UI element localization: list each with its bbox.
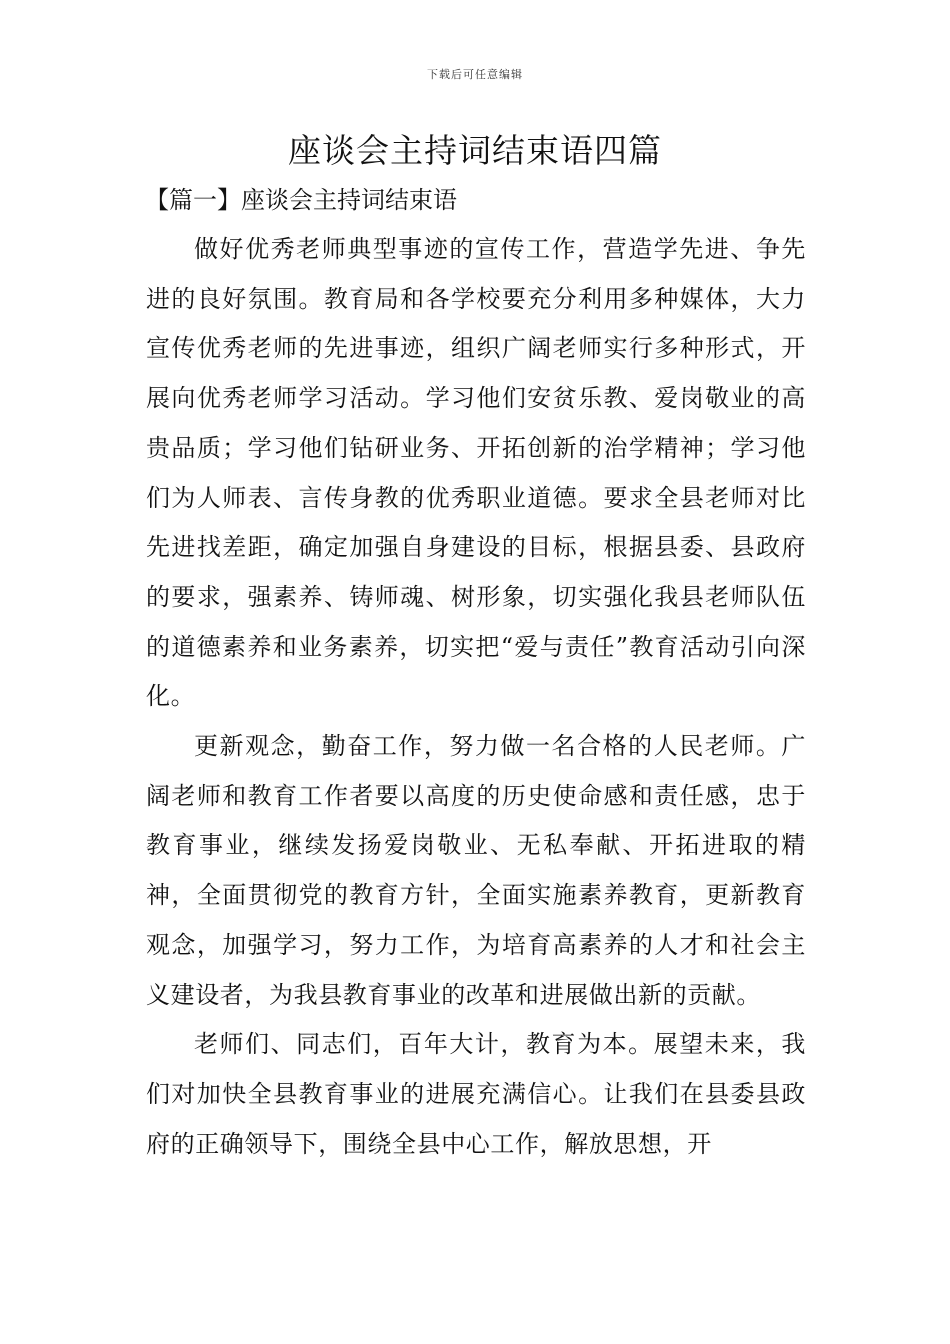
header-note: 下载后可任意编辑 — [427, 68, 523, 81]
paragraph-2: 更新观念，勤奋工作，努力做一名合格的人民老师。广阔老师和教育工作者要以高度的历史使命感和责任感，忠于教育事业，继续发扬爱岗敬业、无私奉献、开拓进取的精神，全面贯彻党的教育方针，全面实施素养教育，更新教育观念，加强学习，努力工作，为培育高素养的人才和社会主义建设者，为我县教育事业的改革和进展做出新的贡献。 — [146, 732, 806, 1009]
document-body — [146, 225, 806, 1169]
section-heading: 【篇一】座谈会主持词结束语 — [145, 186, 457, 214]
paragraph-3: 老师们、同志们，百年大计，教育为本。展望未来，我们对加快全县教育事业的进展充满信心。让我们在县委县政府的正确领导下，围绕全县中心工作，解放思想，开 — [146, 1030, 806, 1158]
document-title: 座谈会主持词结束语四篇 — [288, 131, 662, 170]
paragraph-1: 做好优秀老师典型事迹的宣传工作，营造学先进、争先进的良好氛围。教育局和各学校要充分利用多种媒体，大力宣传优秀老师的先进事迹，组织广阔老师实行多种形式，开展向优秀老师学习活动。学习他们安贫乐教、爱岗敬业的高贵品质；学习他们钻研业务、开拓创新的治学精神；学习他们为人师表、言传身教的优秀职业道德。要求全县老师对比先进找差距，确定加强自身建设的目标，根据县委、县政府的要求，强素养、铸师魂、树形象，切实强化我县老师队伍的道德素养和业务素养，切实把“爱与责任”教育活动引向深化。 — [146, 235, 806, 711]
